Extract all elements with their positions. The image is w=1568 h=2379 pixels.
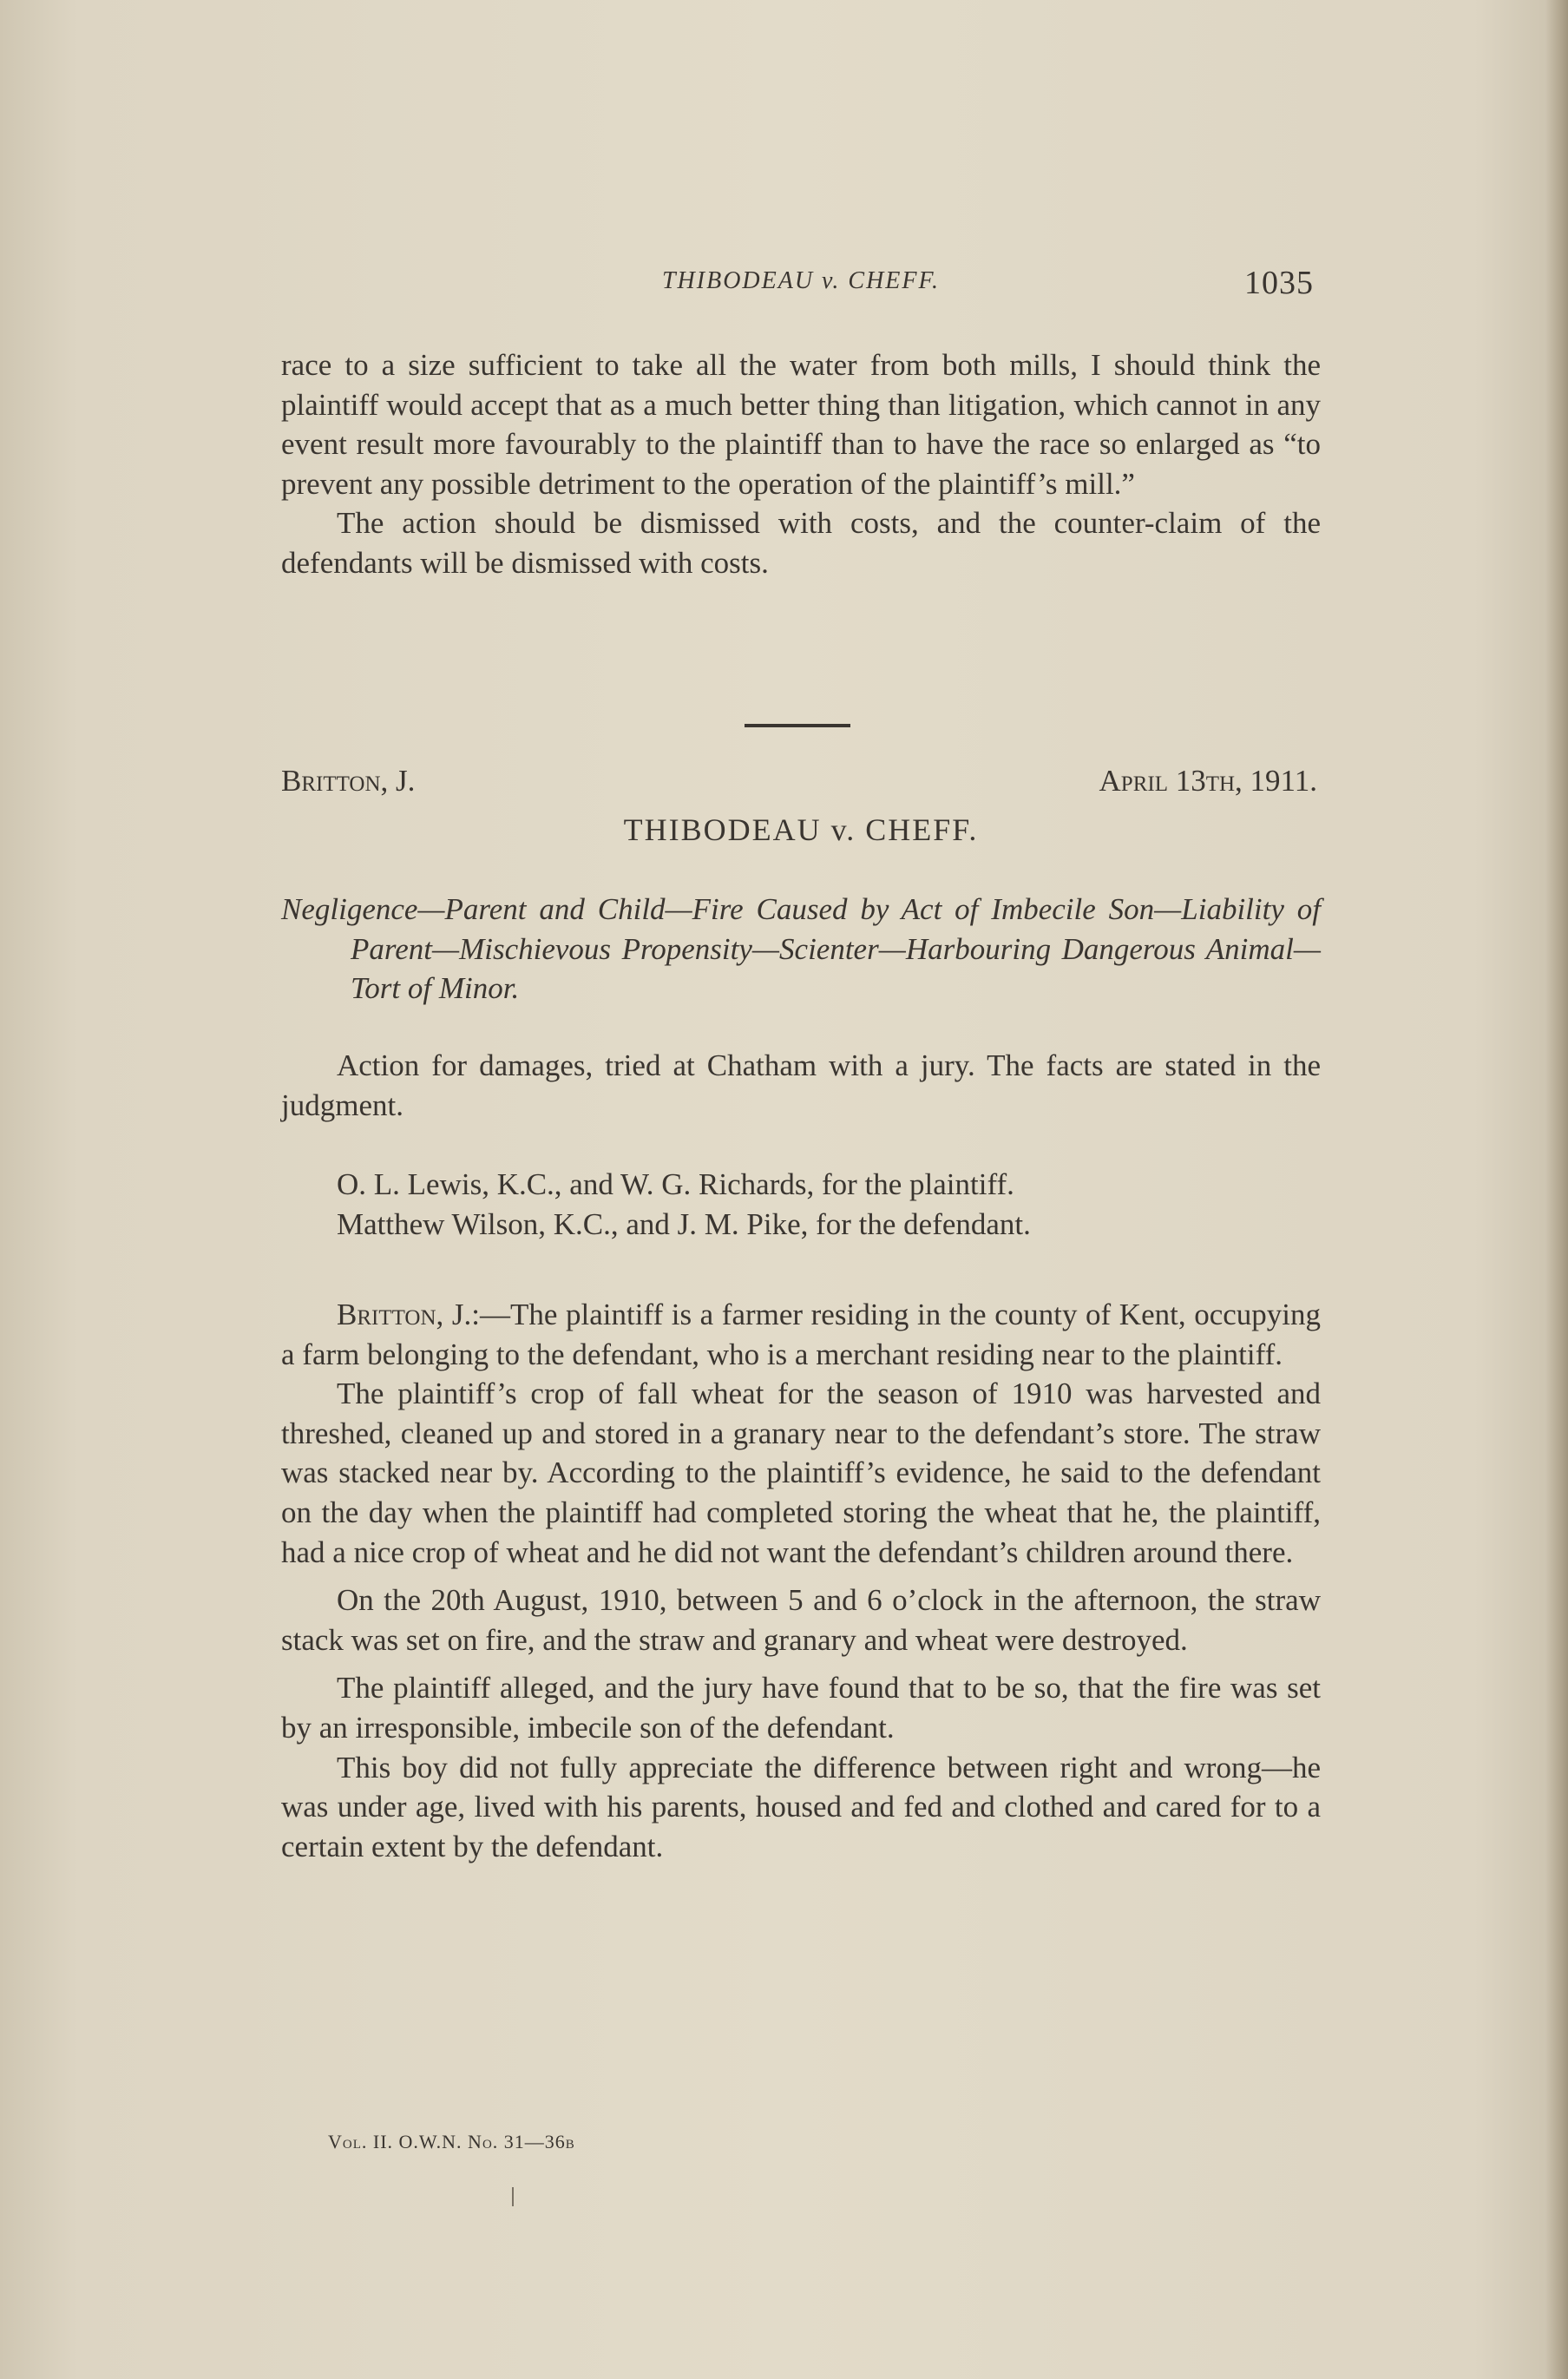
judgment-opening (281, 1295, 1321, 1374)
counsel-defendant: Matthew Wilson, K.C., and J. M. Pike, for the defendant. (337, 1206, 1031, 1241)
judgment-paragraph: The plaintiff’s crop of fall wheat for the season of 1910 was harvested and threshed, cleaned up and stored in a granary near to the defendant’s store. The straw was stacked near by. According to the plaintiff’s evidence, he said to the defendant on the day when the plaintiff had completed storing the wheat that he, the plaintiff, had a nice crop of wheat and he did not want the defendant’s children around there. (281, 1377, 1321, 1569)
judgment-paragraph: This boy did not fully appreciate the difference between right and wrong—he was under age, lived with his parents, housed and fed and clothed and cared for to a certain extent by the defendant. (281, 1750, 1321, 1863)
page-number: 1035 (1244, 265, 1314, 301)
judgment-date: April 13th, 1911. (1099, 764, 1317, 798)
intro-text (281, 1046, 1321, 1125)
continuation-paragraph: The action should be dismissed with costs, and the counter-claim of the defendants will be dismissed with costs. (281, 506, 1321, 580)
running-head (281, 267, 1321, 302)
print-speck (512, 2187, 514, 2206)
judgment-judge-name: Britton, J. (337, 1298, 472, 1331)
page-edge-shadow (1545, 0, 1568, 2379)
judgment-paragraph: On the 20th August, 1910, between 5 and 6 o’clock in the afternoon, the straw stack was set on fire, and the straw and granary and wheat were destroyed. (281, 1583, 1321, 1657)
running-title: THIBODEAU v. CHEFF. (661, 267, 941, 294)
headnote: Negligence—Parent and Child—Fire Caused by Act of Imbecile Son—Liability of Parent—Mischievous Propensity—Scienter—Harbouring Dangerous Animal—Tort of Minor. (281, 892, 1321, 1006)
judge-name: Britton, J. (281, 764, 416, 798)
case-header-line (281, 764, 1321, 805)
section-divider (745, 724, 850, 727)
intro-paragraph: Action for damages, tried at Chatham with a jury. The facts are stated in the judgment. (281, 1048, 1321, 1122)
judgment-paragraph: The plaintiff alleged, and the jury have found that to be so, that the fire was set by an irresponsible, imbecile son of the defendant. (281, 1671, 1321, 1745)
case-title: THIBODEAU v. CHEFF. (623, 812, 979, 847)
counsel-plaintiff: O. L. Lewis, K.C., and W. G. Richards, for the plaintiff. (337, 1167, 1014, 1201)
counsel-block (281, 1165, 1321, 1244)
continuation-text (281, 345, 1321, 583)
continuation-paragraph: race to a size sufficient to take all the water from both mills, I should think the plaintiff would accept that as a much better thing than litigation, which cannot in any event result more favourably to the plaintiff than to have the race so enlarged as “to prevent any possible detriment to the operation of the plaintiff’s mill.” (281, 348, 1321, 501)
signature-mark: Vol. II. O.W.N. No. 31—36b (328, 2131, 575, 2152)
judgment-text (281, 1295, 1321, 1866)
judgment-opening-text: :—The plaintiff is a farmer residing in the county of Kent, occupying a farm belonging to the defendant, who is a merchant residing near to the plaintiff. (281, 1298, 1321, 1371)
